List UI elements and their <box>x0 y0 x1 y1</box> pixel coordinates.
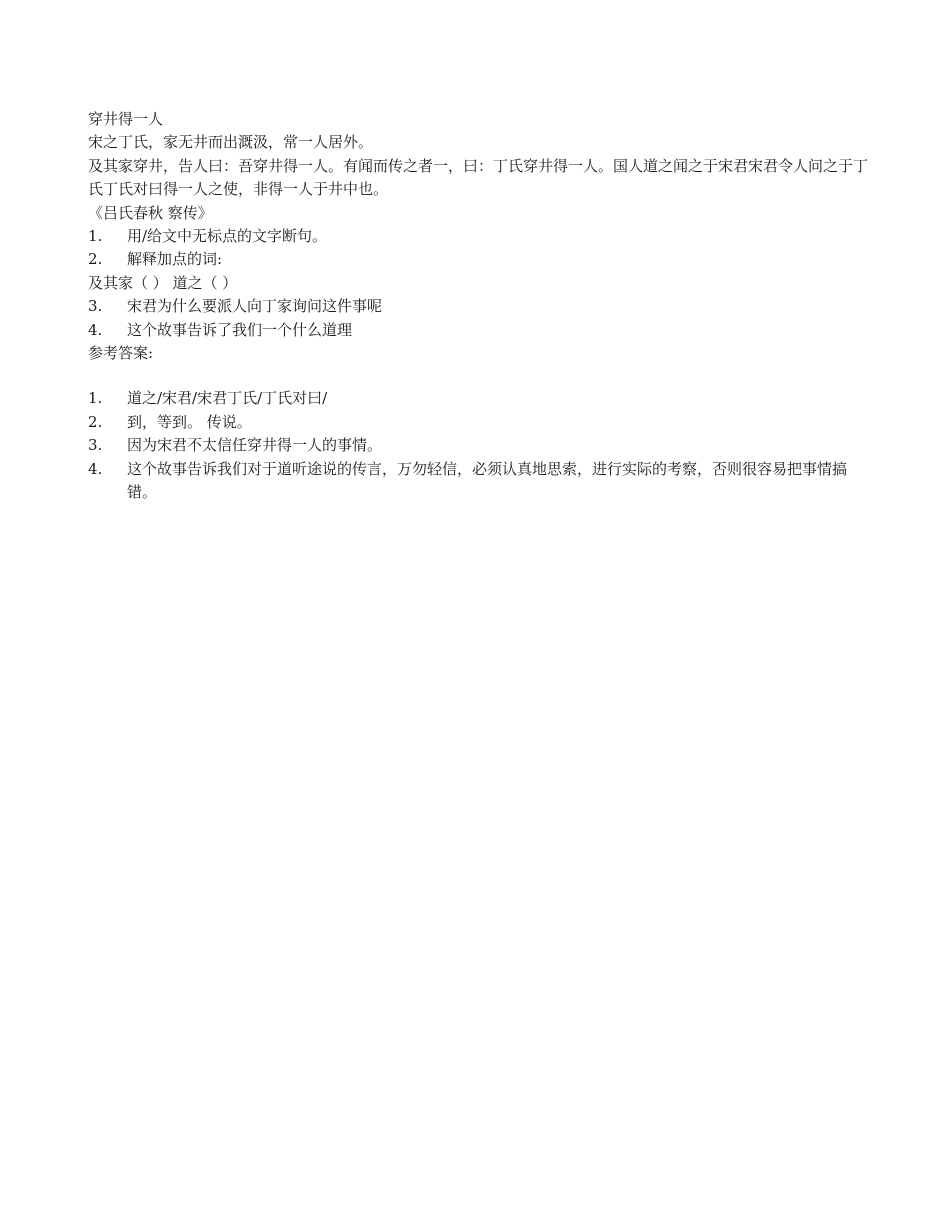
answer-item <box>88 458 868 505</box>
question-text: 解释加点的词: <box>127 250 223 269</box>
answer-text: 到，等到。 传说。 <box>127 412 252 431</box>
answer-number: 1. <box>88 389 103 408</box>
question-text: 用/给文中无标点的文字断句。 <box>127 227 328 246</box>
word-blanks: 及其家（ ） 道之（ ） <box>88 273 238 292</box>
answer-number: 2. <box>88 412 103 431</box>
answer-list <box>88 387 868 504</box>
question-text: 宋君为什么要派人向丁家询问这件事呢 <box>127 297 383 316</box>
question-item <box>88 248 868 271</box>
answers-title: 参考答案: <box>88 344 154 363</box>
answer-number: 3. <box>88 436 103 455</box>
answer-text: 因为宋君不太信任穿井得一人的事情。 <box>127 436 383 455</box>
question-item <box>88 225 868 248</box>
question-number: 4. <box>88 320 103 339</box>
passage-source: 《吕氏春秋 察传》 <box>88 203 213 222</box>
question-item <box>88 295 868 318</box>
question-text: 这个故事告诉了我们一个什么道理 <box>127 320 353 339</box>
question-number: 3. <box>88 297 103 316</box>
question-number: 2. <box>88 250 103 269</box>
answer-item <box>88 434 868 457</box>
passage-line-1: 宋之丁氏，家无井而出溉汲，常一人居外。 <box>88 133 374 152</box>
question-number: 1. <box>88 227 103 246</box>
answer-text: 道之/宋君/宋君丁氏/丁氏对曰/ <box>127 389 328 408</box>
answer-item <box>88 387 868 410</box>
passage-line-2: 及其家穿井，告人曰：吾穿井得一人。有闻而传之者一，曰：丁氏穿井得一人。国人道之闻之于宋君宋君令人问之于丁氏丁氏对曰得一人之使，非得一人于井中也。 <box>88 156 869 199</box>
question-item <box>88 319 868 342</box>
answer-text: 这个故事告诉我们对于道听途说的传言，万勿轻信，必须认真地思索，进行实际的考察，否则很容易把事情搞错。 <box>127 459 848 502</box>
question-list <box>88 225 868 272</box>
document-title: 穿井得一人 <box>88 110 164 128</box>
document-page <box>88 108 868 505</box>
answer-item <box>88 411 868 434</box>
question-list-continued <box>88 295 868 342</box>
answer-number: 4. <box>88 459 103 478</box>
